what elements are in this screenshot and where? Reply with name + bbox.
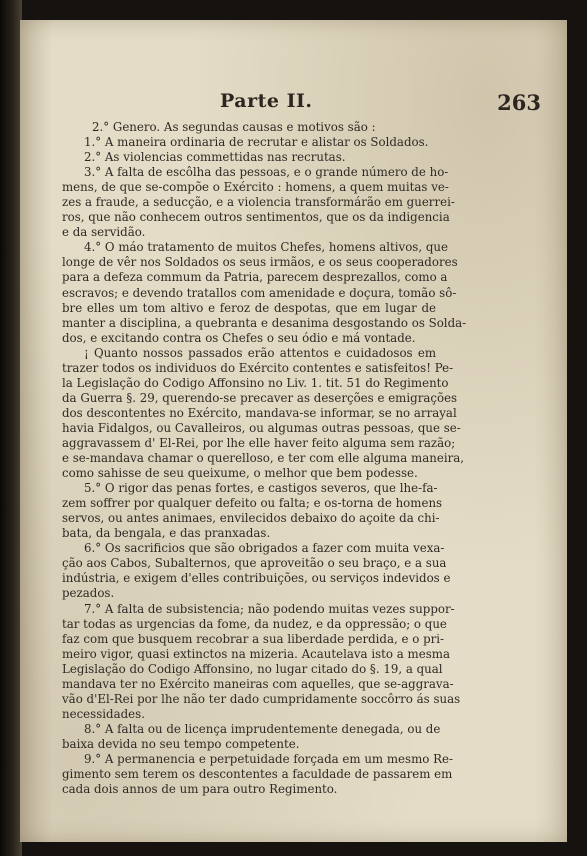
text-line: baixa devida no seu tempo competente. — [62, 736, 300, 751]
text-line: 3.° A falta de escôlha das pessoas, e o grande número de ho- — [84, 165, 449, 180]
text-line: ¡ Quanto nossos passados erão attentos e cuidadosos em — [84, 345, 436, 360]
page-header — [20, 84, 567, 118]
text-line: 5.° O rigor das penas fortes, e castigos severos, que lhe-fa- — [84, 481, 438, 496]
text-line: 2.° Genero. As segundas causas e motivos são : — [92, 120, 376, 134]
text-line: dos, e excitando contra os Chefes o seu ódio e má vontade. — [62, 330, 416, 345]
text-line: da Guerra §. 29, querendo-se precaver as deserções e emigrações — [62, 390, 458, 405]
book-spine-edge — [0, 0, 22, 856]
body-text — [62, 120, 467, 797]
text-line: vão d'El-Rei por lhe não ter dado cumpridamente soccôrro ás suas — [62, 691, 461, 706]
text-line: havia Fidalgos, ou Cavalleiros, ou algumas outras pessoas, que se- — [62, 420, 461, 435]
text-line: 9.° A permanencia e perpetuidade forçada em um mesmo Re- — [84, 751, 453, 766]
text-line: servos, ou antes animaes, envilecidos debaixo do açoite da chi- — [62, 511, 440, 526]
text-line: 1.° A maneira ordinaria de recrutar e alistar os Soldados. — [84, 135, 429, 150]
text-line: 8.° A falta ou de licença imprudentemente denegada, ou de — [84, 721, 441, 736]
text-line: tar todas as urgencias da fome, da nudez, e da oppressão; o que — [62, 616, 447, 631]
text-line: dos descontentes no Exército, mandava-se informar, se no arrayal — [62, 405, 457, 420]
text-line: e da servidão. — [62, 225, 146, 240]
text-line: 4.° O máo tratamento de muitos Chefes, homens altivos, que — [84, 240, 448, 255]
text-line: como sahisse de seu queixume, o melhor que bem podesse. — [62, 466, 418, 481]
text-line: 2.° As violencias commettidas nas recrutas. — [84, 150, 346, 165]
text-line: necessidades. — [62, 706, 145, 721]
text-line: escravos; e devendo tratallos com amenidade e doçura, tomão sô- — [62, 285, 457, 300]
text-line: manter a disciplina, a quebranta e desanima desgostando os Solda- — [62, 315, 467, 330]
text-line: la Legislação do Codigo Affonsino no Liv. 1. tit. 51 do Regimento — [62, 375, 449, 390]
page-number: 263 — [497, 90, 541, 115]
text-line: mens, de que se-compõe o Exército : homens, a quem muitas ve- — [62, 180, 449, 195]
text-line: bre elles um tom altivo e feroz de despotas, que em lugar de — [62, 300, 436, 315]
text-line: cada dois annos de um para outro Regimento. — [62, 782, 338, 797]
text-line: 6.° Os sacrificios que são obrigados a fazer com muita vexa- — [84, 541, 445, 556]
running-head: Parte II. — [220, 90, 313, 112]
text-line: ros, que não conhecem outros sentimentos, que os da indigencia — [62, 210, 450, 225]
text-line: mandava ter no Exército maneiras com aquelles, que se-aggrava- — [62, 676, 454, 691]
text-line: trazer todos os individuos do Exército contentes e satisfeitos! Pe- — [62, 360, 454, 375]
text-line: para a defeza commum da Patria, parecem desprezallos, como a — [62, 270, 448, 285]
text-line: pezados. — [62, 586, 115, 601]
text-line: indústria, e exigem d'elles contribuições, ou serviços indevidos e — [62, 571, 451, 586]
text-line: ção aos Cabos, Subalternos, que aproveitão o seu braço, e a sua — [62, 556, 447, 571]
text-line: longe de vêr nos Soldados os seus irmãos, e os seus cooperadores — [62, 255, 458, 270]
text-line: meiro vigor, quasi extinctos na mizeria. Acautelava isto a mesma — [62, 646, 450, 661]
text-line: zes a fraude, a seducção, e a violencia transformárão em guerrei- — [62, 195, 455, 210]
text-line: 7.° A falta de subsistencia; não podendo muitas vezes suppor- — [84, 601, 455, 616]
text-line: faz com que busquem recobrar a sua liberdade perdida, e o pri- — [62, 631, 445, 646]
text-line: zem soffrer por qualquer defeito ou falta; e os-torna de homens — [62, 496, 443, 511]
text-line: gimento sem terem os descontentes a faculdade de passarem em — [62, 767, 453, 782]
text-line: e se-mandava chamar o querelloso, e ter com elle alguma maneira, — [62, 451, 465, 466]
text-line: bata, da bengala, e das pranxadas. — [62, 526, 271, 541]
text-line: aggravassem d' El-Rei, por lhe elle haver feito alguma sem razão; — [62, 435, 456, 450]
text-line: Legislação do Codigo Affonsino, no lugar citado do §. 19, a qual — [62, 661, 443, 676]
